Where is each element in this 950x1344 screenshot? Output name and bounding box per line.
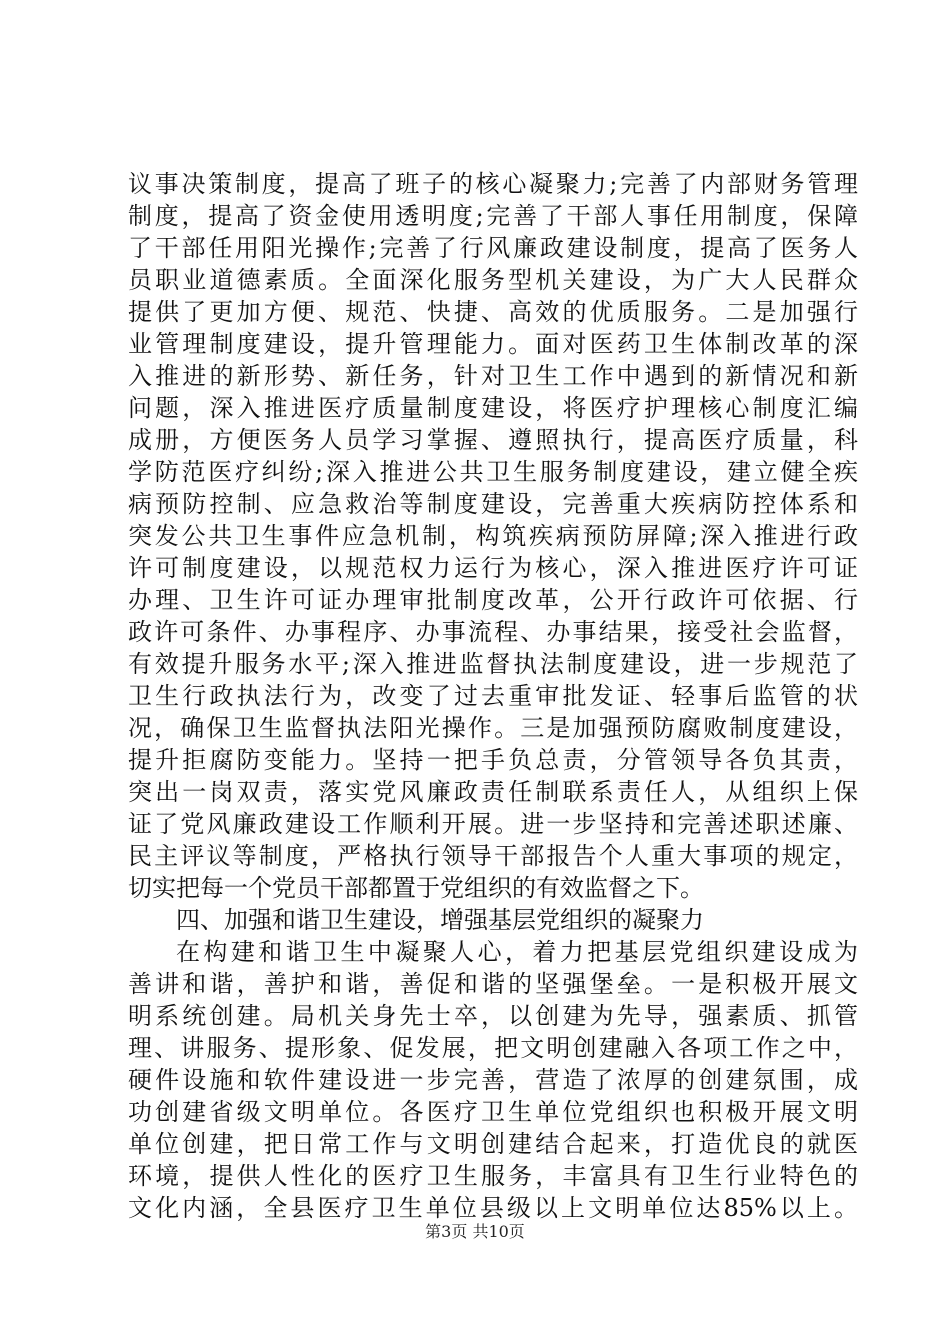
paragraph-line: 功创建省级文明单位。各医疗卫生单位党组织也积极开展文明 (128, 1098, 858, 1126)
paragraph-line: 制度，提高了资金使用透明度;完善了干部人事任用制度，保障 (128, 202, 858, 230)
paragraph-line: 突发公共卫生事件应急机制，构筑疾病预防屏障;深入推进行政 (128, 522, 858, 550)
paragraph-line: 突出一岗双责，落实党风廉政责任制联系责任人，从组织上保 (128, 778, 858, 806)
paragraph-line: 切实把每一个党员干部都置于党组织的有效监督之下。 (128, 874, 704, 902)
paragraph-line: 硬件设施和软件建设进一步完善，营造了浓厚的创建氛围，成 (128, 1066, 858, 1094)
paragraph-line: 业管理制度建设，提升管理能力。面对医药卫生体制改革的深 (128, 330, 858, 358)
paragraph-line: 许可制度建设，以规范权力运行为核心，深入推进医疗许可证 (128, 554, 858, 582)
paragraph-line: 员职业道德素质。全面深化服务型机关建设，为广大人民群众 (128, 266, 858, 294)
paragraph-line: 提升拒腐防变能力。坚持一把手负总责，分管领导各负其责， (128, 746, 858, 774)
paragraph-line: 了干部任用阳光操作;完善了行风廉政建设制度，提高了医务人 (128, 234, 858, 262)
paragraph-line: 问题，深入推进医疗质量制度建设，将医疗护理核心制度汇编 (128, 394, 858, 422)
paragraph-line: 在构建和谐卫生中凝聚人心，着力把基层党组织建设成为 (176, 938, 858, 966)
section-heading: 四、加强和谐卫生建设，增强基层党组织的凝聚力 (176, 906, 704, 934)
paragraph-line: 文化内涵，全县医疗卫生单位县级以上文明单位达85%以上。 (128, 1194, 858, 1222)
body-text (128, 168, 858, 1224)
page-number-footer: 第3页 共10页 (425, 1222, 525, 1241)
paragraph-line: 明系统创建。局机关身先士卒，以创建为先导，强素质、抓管 (128, 1002, 858, 1030)
paragraph-line: 成册，方便医务人员学习掌握、遵照执行，提高医疗质量，科 (128, 426, 858, 454)
paragraph-line: 学防范医疗纠纷;深入推进公共卫生服务制度建设，建立健全疾 (128, 458, 858, 486)
paragraph-line: 民主评议等制度，严格执行领导干部报告个人重大事项的规定， (128, 842, 858, 870)
paragraph-line: 议事决策制度，提高了班子的核心凝聚力;完善了内部财务管理 (128, 170, 858, 198)
paragraph-line: 病预防控制、应急救治等制度建设，完善重大疾病防控体系和 (128, 490, 858, 518)
paragraph-line: 卫生行政执法行为，改变了过去重审批发证、轻事后监管的状 (128, 682, 858, 710)
paragraph-line: 政许可条件、办事程序、办事流程、办事结果，接受社会监督， (128, 618, 858, 646)
paragraph-line: 善讲和谐，善护和谐，善促和谐的坚强堡垒。一是积极开展文 (128, 970, 858, 998)
paragraph-line: 有效提升服务水平;深入推进监督执法制度建设，进一步规范了 (128, 650, 858, 678)
paragraph-line: 单位创建，把日常工作与文明创建结合起来，打造优良的就医 (128, 1130, 858, 1158)
paragraph-line: 理、讲服务、提形象、促发展，把文明创建融入各项工作之中， (128, 1034, 858, 1062)
paragraph-line: 证了党风廉政建设工作顺利开展。进一步坚持和完善述职述廉、 (128, 810, 858, 838)
paragraph-line: 入推进的新形势、新任务，针对卫生工作中遇到的新情况和新 (128, 362, 858, 390)
paragraph-line: 环境，提供人性化的医疗卫生服务，丰富具有卫生行业特色的 (128, 1162, 858, 1190)
paragraph-line: 提供了更加方便、规范、快捷、高效的优质服务。二是加强行 (128, 298, 858, 326)
paragraph-line: 办理、卫生许可证办理审批制度改革，公开行政许可依据、行 (128, 586, 858, 614)
paragraph-line: 况，确保卫生监督执法阳光操作。三是加强预防腐败制度建设， (128, 714, 858, 742)
